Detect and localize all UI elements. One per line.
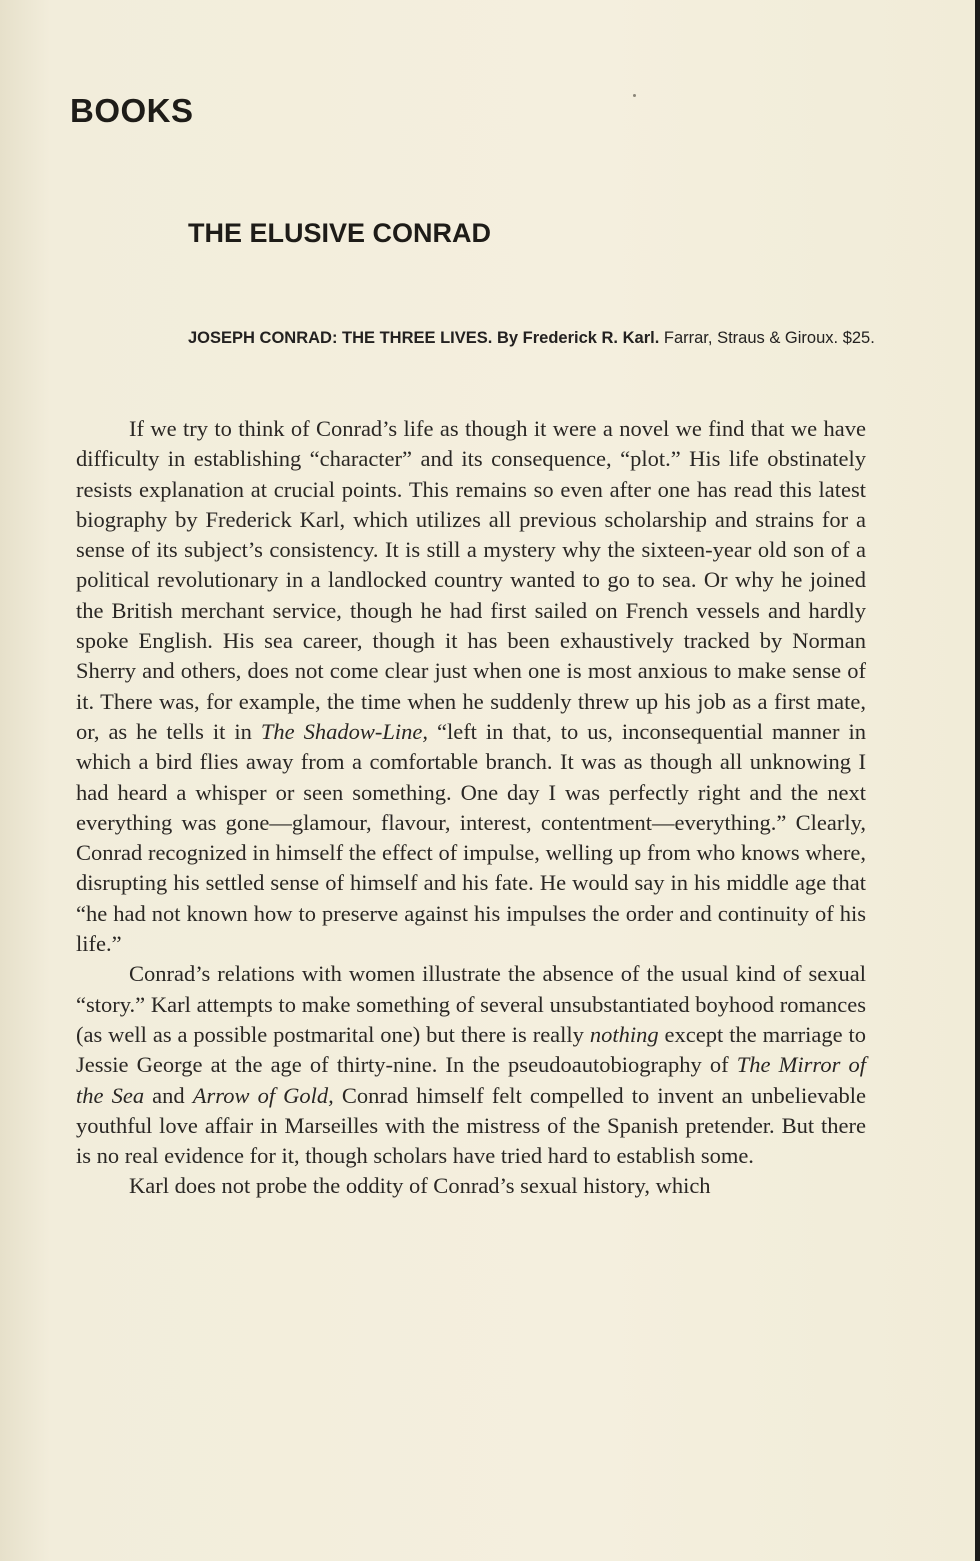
text-run: except the marriage to Jessie George at the age of thirty-nine. In the pseudoautobiography of: [76, 1021, 866, 1078]
text-run: “left in that, to us, inconsequential manner in which a bird flies away from a comfortable branch. It was as though all unknowing I had heard a whisper or seen something. One day I was perfectly right and the next everything was gone—glamour, flavour, interest, contentment—everything.” Clearly, Conrad recognized in himself the effect of impulse, welling up from who knows where, disrupting his settled sense of himself and his fate. He would say in his middle age that “he had not known how to preserve against his impulses the order and continuity of his life.”: [76, 718, 866, 957]
citation-book-title: JOSEPH CONRAD: THE THREE LIVES.: [188, 329, 493, 347]
section-heading: BOOKS: [70, 92, 194, 129]
italic-emphasis: nothing: [589, 1021, 659, 1047]
citation-publisher: Farrar, Straus & Giroux. $25.: [663, 329, 875, 347]
text-run: If we try to think of Conrad’s life as though it were a novel we find that we have difficulty in establishing “character” and its consequence, “plot.” His life obstinately resists explanation at crucial points. This remains so even after one has read this latest biography by Frederick Karl, which utilizes all previous scholarship and strains for a sense of its subject’s consistency. It is still a mystery why the sixteen-year old son of a political revolutionary in a landlocked country wanted to go to sea. Or why he joined the British merchant service, though he had first sailed on French vessels and hardly spoke English. His sea career, though it has been exhaustively tracked by Norman Sherry and others, does not come clear just when one is most anxious to make sense of it. There was, for example, the time when he suddenly threw up his job as a first mate, or, as he tells it in: [76, 416, 866, 744]
page-edge-shadow: [975, 0, 980, 1561]
italic-book-title: The Shadow-Line,: [260, 718, 428, 744]
italic-book-title: The Mirror of the Sea: [76, 1052, 866, 1108]
paragraph: [76, 959, 866, 1171]
text-run: Conrad himself felt compelled to invent an unbelievable youthful love affair in Marseilles with the mistress of the Spanish pretender. But there is no real evidence for it, though scholars have tried hard to establish some.: [76, 1082, 866, 1169]
paragraph: [76, 1171, 866, 1201]
article-title: THE ELUSIVE CONRAD: [188, 218, 492, 248]
text-run: Karl does not probe the oddity of Conrad’s sexual history, which: [129, 1173, 711, 1199]
book-citation: [188, 327, 878, 350]
text-run: Conrad’s relations with women illustrate the absence of the usual kind of sexual “story.” Karl attempts to make something of several unsubstantiated boyhood romances (as well as a possible postmarital one) but there is really: [76, 961, 866, 1047]
article-body: [76, 414, 866, 1202]
citation-author: By Frederick R. Karl.: [496, 329, 660, 347]
text-run: and: [144, 1082, 193, 1108]
paragraph: [76, 414, 866, 959]
italic-book-title: Arrow of Gold,: [192, 1082, 334, 1108]
paper-speck: [633, 94, 636, 97]
